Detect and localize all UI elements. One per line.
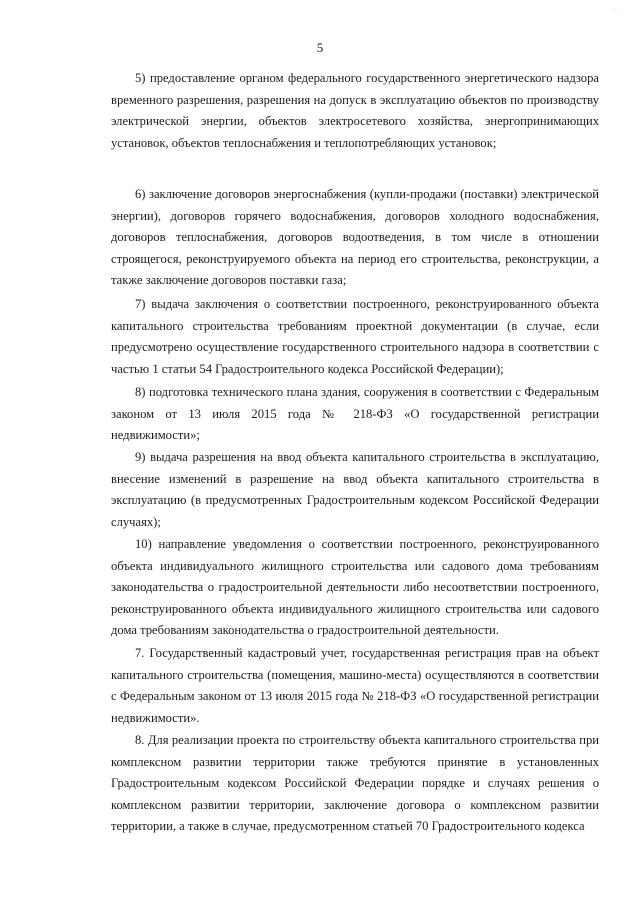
paragraph-item-8: 8) подготовка технического плана здания, сооружения в соответствии с Федеральным законом от 13 июля 2015 года № 218-ФЗ «О государственной регистрации недвижимости»; <box>111 385 599 443</box>
scan-mark: · · <box>612 6 620 15</box>
paragraph-item-10: 10) направление уведомления о соответствии построенного, реконструированного объекта индивидуального жилищного строительства или садового дома требованиям законодательства о градостроительной деятельности либо несоответствии построенного, реконструированного объекта индивидуального жилищного строительства или садового дома требованиям законодательства о градостроительной деятельности. <box>111 537 599 638</box>
paragraph-item-6: 6) заключение договоров энергоснабжения (купли-продажи (поставки) электрической энергии), договоров горячего водоснабжения, договоров холодного водоснабжения, договоров теплоснабжения, договоров водоотведения, в том числе в отношении строящегося, реконструируемого объекта на период его строительства, реконструкции, а также заключение договоров поставки газа; <box>111 187 599 288</box>
paragraph-item-7: 7) выдача заключения о соответствии построенного, реконструированного объекта капитального строительства требованиям проектной документации (в случае, если предусмотрено осуществление государственного строительного надзора в соответствии с частью 1 статьи 54 Градостроительного кодекса Российской Федерации); <box>111 297 599 376</box>
paragraph-section-8: 8. Для реализации проекта по строительству объекта капитального строительства при комплексном развитии территории также требуются принятие в установленных Градостроительным кодексом Российской Федерации порядке и случаях решения о комплексном развитии территории, заключение договора о комплексном развитии территории, а также в случае, предусмотренном статьей 70 Градостроительного кодекса <box>111 733 599 834</box>
paragraph-section-7: 7. Государственный кадастровый учет, государственная регистрация прав на объект капитального строительства (помещения, машино-места) осуществляются в соответствии с Федеральным законом от 13 июля 2015 года № 218-ФЗ «О государственной регистрации недвижимости». <box>111 646 599 725</box>
paragraph-item-5: 5) предоставление органом федерального государственного энергетического надзора временного разрешения, разрешения на допуск в эксплуатацию объектов по производству электрической энергии, объектов электросетевого хозяйства, энергопринимающих установок, объектов теплоснабжения и теплопотребляющих установок; <box>111 71 599 150</box>
page-number: 5 <box>316 40 324 55</box>
paragraph-item-9: 9) выдача разрешения на ввод объекта капитального строительства в эксплуатацию, внесение изменений в разрешение на ввод объекта капитального строительства в эксплуатацию (в предусмотренных Градостроительным кодексом Российской Федерации случаях); <box>111 450 599 529</box>
